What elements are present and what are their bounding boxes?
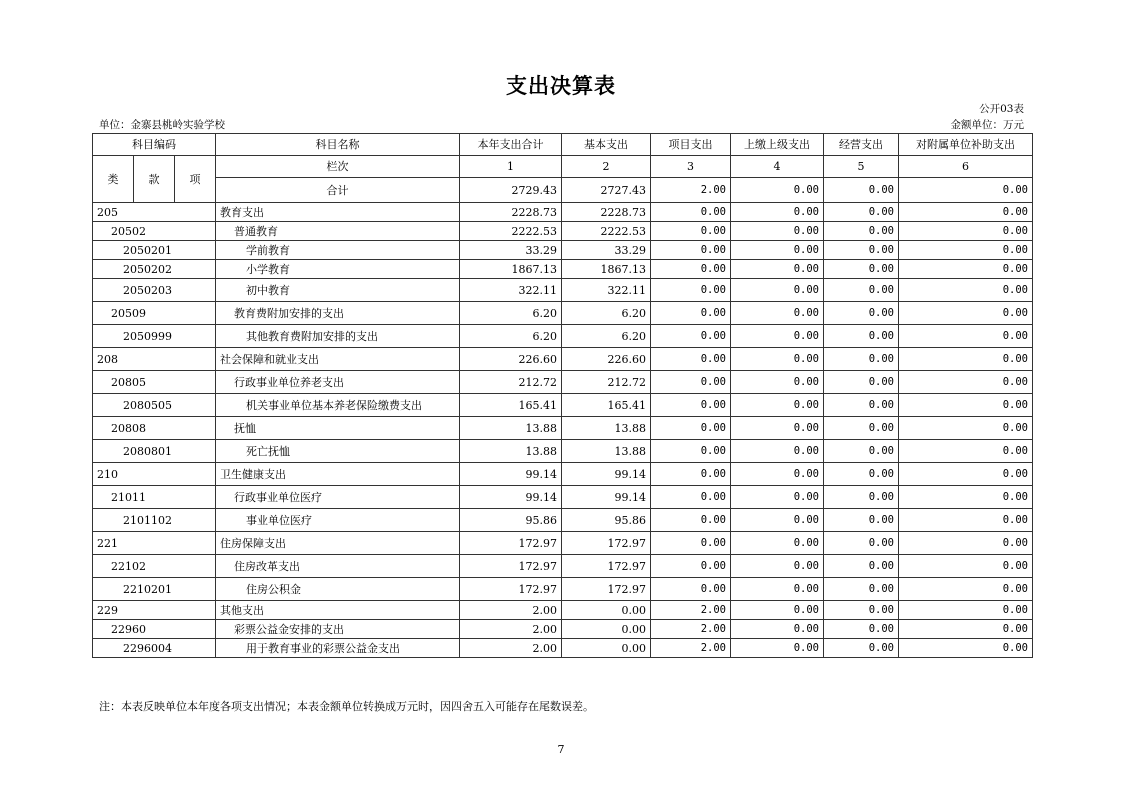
- row-code: 2050202: [93, 260, 216, 279]
- row-code: 20502: [93, 222, 216, 241]
- row-subsidy: 0.00: [899, 639, 1033, 658]
- table-row: [93, 222, 1033, 241]
- row-basic: 99.14: [562, 486, 651, 509]
- page-number: 7: [557, 743, 565, 756]
- row-total: 2222.53: [460, 222, 562, 241]
- row-project: 0.00: [651, 394, 731, 417]
- row-business: 0.00: [824, 463, 899, 486]
- col-header-project: 项目支出: [651, 134, 731, 156]
- row-upper: 0.00: [731, 620, 824, 639]
- row-business: 0.00: [824, 532, 899, 555]
- table-row: [93, 241, 1033, 260]
- row-upper: 0.00: [731, 578, 824, 601]
- row-upper: 0.00: [731, 222, 824, 241]
- row-code: 2296004: [93, 639, 216, 658]
- row-upper: 0.00: [731, 417, 824, 440]
- row-total: 2.00: [460, 601, 562, 620]
- table-row: [93, 578, 1033, 601]
- row-name: 卫生健康支出: [216, 463, 460, 486]
- row-upper: 0.00: [731, 241, 824, 260]
- row-subsidy: 0.00: [899, 601, 1033, 620]
- row-project: 2.00: [651, 601, 731, 620]
- row-code: 229: [93, 601, 216, 620]
- table-row: [93, 260, 1033, 279]
- table-row: [93, 371, 1033, 394]
- row-subsidy: 0.00: [899, 222, 1033, 241]
- table-body: [93, 156, 1033, 658]
- row-basic: 99.14: [562, 463, 651, 486]
- row-project: 0.00: [651, 241, 731, 260]
- row-upper: 0.00: [731, 348, 824, 371]
- row-total: 99.14: [460, 463, 562, 486]
- row-project: 0.00: [651, 203, 731, 222]
- row-business: 0.00: [824, 394, 899, 417]
- row-name: 死亡抚恤: [216, 440, 460, 463]
- row-project: 0.00: [651, 417, 731, 440]
- row-basic: 0.00: [562, 639, 651, 658]
- row-name: 社会保障和就业支出: [216, 348, 460, 371]
- row-upper: 0.00: [731, 325, 824, 348]
- row-code: 2080505: [93, 394, 216, 417]
- row-project: 0.00: [651, 260, 731, 279]
- expenditure-table: [92, 133, 1033, 658]
- row-total: 13.88: [460, 417, 562, 440]
- row-project: 2.00: [651, 639, 731, 658]
- row-business: 0.00: [824, 241, 899, 260]
- unit-label: 单位：金寨县桃岭实验学校: [99, 119, 225, 131]
- row-upper: 0.00: [731, 371, 824, 394]
- row-name: 普通教育: [216, 222, 460, 241]
- row-code: 2050201: [93, 241, 216, 260]
- header-row: [93, 134, 1033, 156]
- row-subsidy: 0.00: [899, 241, 1033, 260]
- table-row: [93, 440, 1033, 463]
- row-total: 1867.13: [460, 260, 562, 279]
- row-project: 0.00: [651, 440, 731, 463]
- row-total: 6.20: [460, 302, 562, 325]
- row-business: 0.00: [824, 639, 899, 658]
- row-total: 2.00: [460, 620, 562, 639]
- row-code: 2101102: [93, 509, 216, 532]
- level-kuan: 款: [133, 156, 174, 202]
- row-code: 22960: [93, 620, 216, 639]
- row-business: 0.00: [824, 203, 899, 222]
- table-row: [93, 463, 1033, 486]
- row-basic: 1867.13: [562, 260, 651, 279]
- table-row: [93, 509, 1033, 532]
- page-title: 支出决算表: [506, 74, 616, 98]
- row-subsidy: 0.00: [899, 486, 1033, 509]
- row-code: 221: [93, 532, 216, 555]
- row-total: 165.41: [460, 394, 562, 417]
- row-basic: 0.00: [562, 620, 651, 639]
- row-subsidy: 0.00: [899, 555, 1033, 578]
- row-total: 172.97: [460, 532, 562, 555]
- index-4: 4: [731, 156, 824, 178]
- row-name: 抚恤: [216, 417, 460, 440]
- row-name: 教育费附加安排的支出: [216, 302, 460, 325]
- row-upper: 0.00: [731, 486, 824, 509]
- row-code: 20805: [93, 371, 216, 394]
- total-project: 2.00: [651, 178, 731, 203]
- level-cell: [93, 156, 216, 203]
- row-business: 0.00: [824, 371, 899, 394]
- index-6: 6: [899, 156, 1033, 178]
- total-upper: 0.00: [731, 178, 824, 203]
- index-row: [93, 156, 1033, 178]
- row-code: 22102: [93, 555, 216, 578]
- col-header-business: 经营支出: [824, 134, 899, 156]
- row-code: 2050999: [93, 325, 216, 348]
- row-upper: 0.00: [731, 260, 824, 279]
- row-project: 0.00: [651, 578, 731, 601]
- row-upper: 0.00: [731, 639, 824, 658]
- row-total: 33.29: [460, 241, 562, 260]
- row-project: 0.00: [651, 222, 731, 241]
- row-basic: 6.20: [562, 325, 651, 348]
- row-name: 行政事业单位医疗: [216, 486, 460, 509]
- row-basic: 172.97: [562, 578, 651, 601]
- row-basic: 172.97: [562, 532, 651, 555]
- row-basic: 13.88: [562, 417, 651, 440]
- row-upper: 0.00: [731, 532, 824, 555]
- row-business: 0.00: [824, 578, 899, 601]
- row-total: 212.72: [460, 371, 562, 394]
- row-name: 初中教育: [216, 279, 460, 302]
- row-name: 彩票公益金安排的支出: [216, 620, 460, 639]
- footnote: 注：本表反映单位本年度各项支出情况；本表金额单位转换成万元时，因四舍五入可能存在尾数误差。: [99, 700, 594, 713]
- row-code: 2080801: [93, 440, 216, 463]
- row-upper: 0.00: [731, 279, 824, 302]
- table-row: [93, 486, 1033, 509]
- row-total: 226.60: [460, 348, 562, 371]
- row-name: 用于教育事业的彩票公益金支出: [216, 639, 460, 658]
- col-header-code: 科目编码: [93, 134, 216, 156]
- row-business: 0.00: [824, 279, 899, 302]
- row-total: 172.97: [460, 555, 562, 578]
- col-header-basic: 基本支出: [562, 134, 651, 156]
- table-row: [93, 417, 1033, 440]
- table-row: [93, 555, 1033, 578]
- row-business: 0.00: [824, 302, 899, 325]
- total-row: [93, 178, 1033, 203]
- row-upper: 0.00: [731, 302, 824, 325]
- row-upper: 0.00: [731, 203, 824, 222]
- row-subsidy: 0.00: [899, 260, 1033, 279]
- row-subsidy: 0.00: [899, 348, 1033, 371]
- total-basic: 2727.43: [562, 178, 651, 203]
- row-basic: 0.00: [562, 601, 651, 620]
- row-business: 0.00: [824, 222, 899, 241]
- row-basic: 172.97: [562, 555, 651, 578]
- row-name: 机关事业单位基本养老保险缴费支出: [216, 394, 460, 417]
- table-row: [93, 601, 1033, 620]
- row-business: 0.00: [824, 440, 899, 463]
- row-upper: 0.00: [731, 394, 824, 417]
- row-code: 20808: [93, 417, 216, 440]
- level-xiang: 项: [174, 156, 215, 202]
- row-project: 0.00: [651, 463, 731, 486]
- row-upper: 0.00: [731, 463, 824, 486]
- col-header-total: 本年支出合计: [460, 134, 562, 156]
- row-basic: 322.11: [562, 279, 651, 302]
- level-lei: 类: [107, 172, 119, 186]
- row-upper: 0.00: [731, 440, 824, 463]
- row-basic: 2228.73: [562, 203, 651, 222]
- index-1: 1: [460, 156, 562, 178]
- row-basic: 212.72: [562, 371, 651, 394]
- amount-unit: 金额单位：万元: [950, 119, 1024, 131]
- row-total: 6.20: [460, 325, 562, 348]
- row-project: 0.00: [651, 532, 731, 555]
- row-subsidy: 0.00: [899, 620, 1033, 639]
- row-subsidy: 0.00: [899, 279, 1033, 302]
- row-project: 0.00: [651, 509, 731, 532]
- row-business: 0.00: [824, 260, 899, 279]
- row-business: 0.00: [824, 417, 899, 440]
- total-subsidy: 0.00: [899, 178, 1033, 203]
- total-label: 合计: [216, 178, 460, 203]
- total-total: 2729.43: [460, 178, 562, 203]
- table-row: [93, 394, 1033, 417]
- row-business: 0.00: [824, 555, 899, 578]
- table-row: [93, 325, 1033, 348]
- row-code: 2050203: [93, 279, 216, 302]
- row-subsidy: 0.00: [899, 417, 1033, 440]
- row-basic: 226.60: [562, 348, 651, 371]
- row-code: 208: [93, 348, 216, 371]
- table-row: [93, 203, 1033, 222]
- col-header-subsidy: 对附属单位补助支出: [899, 134, 1033, 156]
- row-total: 172.97: [460, 578, 562, 601]
- row-subsidy: 0.00: [899, 509, 1033, 532]
- row-code: 21011: [93, 486, 216, 509]
- row-name: 其他支出: [216, 601, 460, 620]
- row-total: 95.86: [460, 509, 562, 532]
- row-upper: 0.00: [731, 601, 824, 620]
- row-total: 99.14: [460, 486, 562, 509]
- table-row: [93, 532, 1033, 555]
- row-project: 0.00: [651, 348, 731, 371]
- row-project: 0.00: [651, 555, 731, 578]
- row-subsidy: 0.00: [899, 394, 1033, 417]
- row-project: 2.00: [651, 620, 731, 639]
- row-subsidy: 0.00: [899, 302, 1033, 325]
- row-subsidy: 0.00: [899, 371, 1033, 394]
- row-project: 0.00: [651, 279, 731, 302]
- row-subsidy: 0.00: [899, 440, 1033, 463]
- row-code: 2210201: [93, 578, 216, 601]
- table-row: [93, 639, 1033, 658]
- table-row: [93, 348, 1033, 371]
- row-total: 2228.73: [460, 203, 562, 222]
- row-name: 行政事业单位养老支出: [216, 371, 460, 394]
- row-upper: 0.00: [731, 509, 824, 532]
- row-name: 住房保障支出: [216, 532, 460, 555]
- row-business: 0.00: [824, 601, 899, 620]
- row-upper: 0.00: [731, 555, 824, 578]
- row-name: 教育支出: [216, 203, 460, 222]
- row-subsidy: 0.00: [899, 203, 1033, 222]
- row-basic: 6.20: [562, 302, 651, 325]
- row-name: 其他教育费附加安排的支出: [216, 325, 460, 348]
- row-business: 0.00: [824, 325, 899, 348]
- form-number: 公开03表: [979, 103, 1024, 115]
- table-row: [93, 302, 1033, 325]
- table-row: [93, 279, 1033, 302]
- row-business: 0.00: [824, 620, 899, 639]
- table-row: [93, 620, 1033, 639]
- index-3: 3: [651, 156, 731, 178]
- row-name: 学前教育: [216, 241, 460, 260]
- row-project: 0.00: [651, 302, 731, 325]
- row-business: 0.00: [824, 509, 899, 532]
- index-2: 2: [562, 156, 651, 178]
- row-project: 0.00: [651, 486, 731, 509]
- row-total: 2.00: [460, 639, 562, 658]
- row-code: 205: [93, 203, 216, 222]
- row-subsidy: 0.00: [899, 532, 1033, 555]
- row-basic: 33.29: [562, 241, 651, 260]
- row-project: 0.00: [651, 325, 731, 348]
- row-basic: 95.86: [562, 509, 651, 532]
- col-header-name: 科目名称: [216, 134, 460, 156]
- col-header-upper: 上缴上级支出: [731, 134, 824, 156]
- row-basic: 13.88: [562, 440, 651, 463]
- row-subsidy: 0.00: [899, 325, 1033, 348]
- row-name: 小学教育: [216, 260, 460, 279]
- row-business: 0.00: [824, 486, 899, 509]
- row-total: 322.11: [460, 279, 562, 302]
- index-5: 5: [824, 156, 899, 178]
- row-code: 20509: [93, 302, 216, 325]
- row-name: 住房公积金: [216, 578, 460, 601]
- total-business: 0.00: [824, 178, 899, 203]
- row-subsidy: 0.00: [899, 578, 1033, 601]
- row-name: 事业单位医疗: [216, 509, 460, 532]
- row-code: 210: [93, 463, 216, 486]
- row-project: 0.00: [651, 371, 731, 394]
- row-name: 住房改革支出: [216, 555, 460, 578]
- row-business: 0.00: [824, 348, 899, 371]
- row-subsidy: 0.00: [899, 463, 1033, 486]
- row-basic: 165.41: [562, 394, 651, 417]
- row-basic: 2222.53: [562, 222, 651, 241]
- row-total: 13.88: [460, 440, 562, 463]
- index-label: 栏次: [216, 156, 460, 178]
